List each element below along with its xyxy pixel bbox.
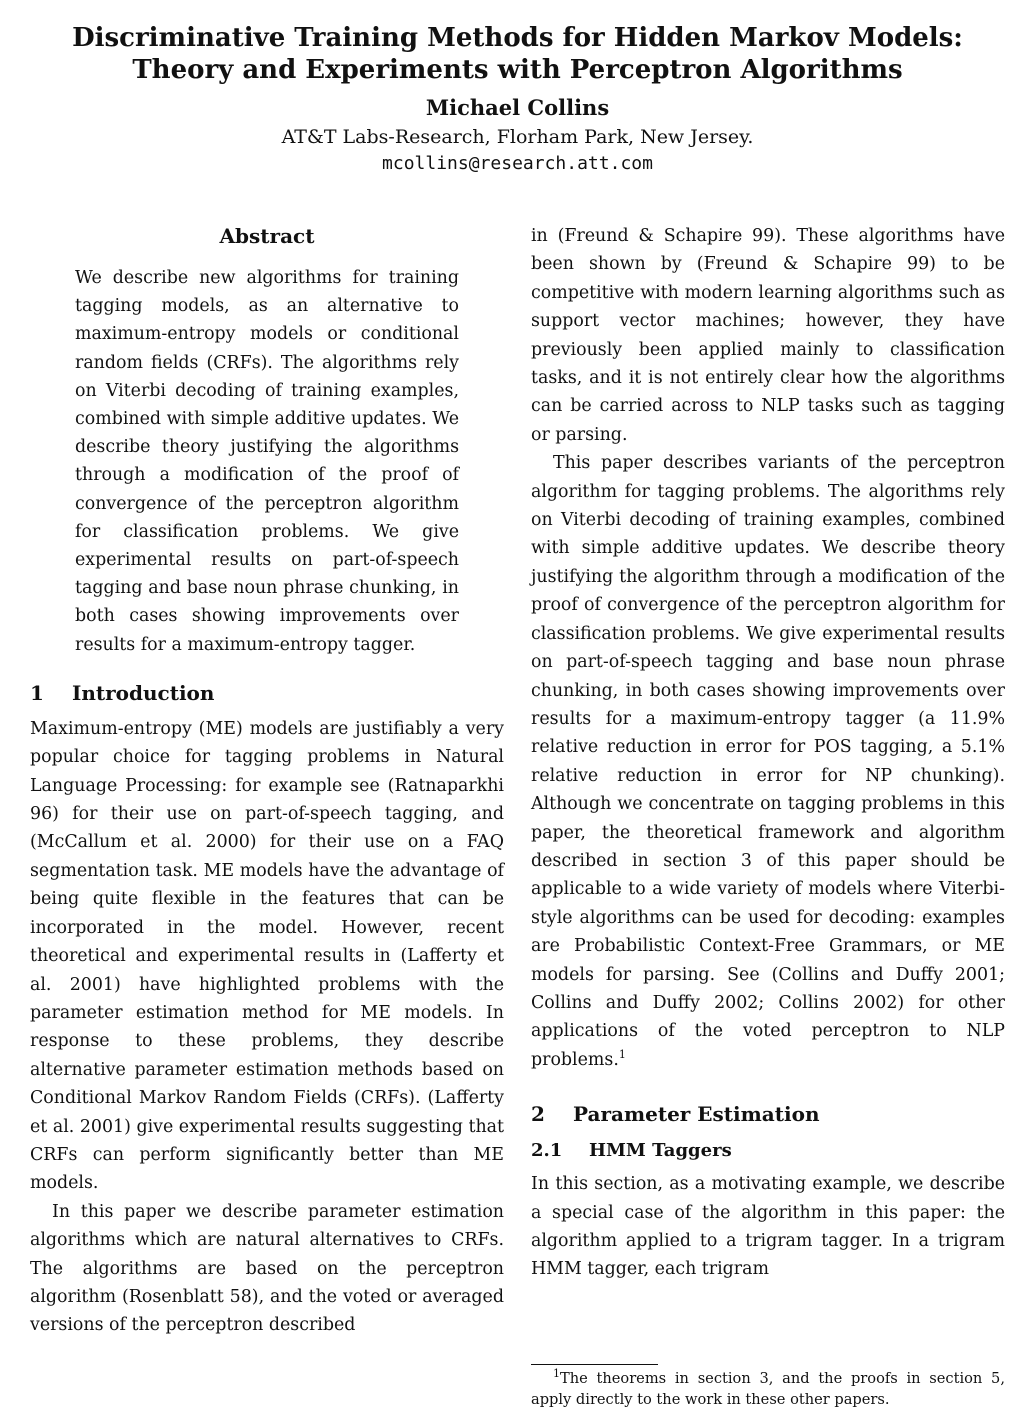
footnote-text-block bbox=[531, 1368, 1005, 1410]
intro-paragraph-3 bbox=[531, 449, 1005, 1074]
author-email: mcollins@research.att.com bbox=[382, 153, 653, 174]
subsection-2-1-heading bbox=[531, 1138, 1005, 1164]
section-1-number: 1 bbox=[30, 680, 44, 705]
title-line-1: Discriminative Training Methods for Hidden Markov Models: bbox=[72, 23, 963, 53]
subsection-2-1-title: HMM Taggers bbox=[589, 1140, 732, 1162]
footnote-mark: 1 bbox=[618, 1047, 626, 1061]
section-2-title: Parameter Estimation bbox=[573, 1102, 820, 1127]
intro-paragraph-2: In this paper we describe parameter estimation algorithms which are natural alternatives to CRFs. The algorithms are based on the perceptron algorithm (Rosenblatt 58), and the voted or averaged versions of the perceptron described bbox=[30, 1201, 504, 1336]
section-1-heading bbox=[30, 679, 504, 707]
subsection-2-1-number: 2.1 bbox=[531, 1140, 563, 1162]
intro-paragraph-2-continued: in (Freund & Schapire 99). These algorithms have been shown by (Freund & Schapire 99) to be competitive with modern learning algorithms such as support vector machines; however, they have previously been applied mainly to classification tasks, and it is not entirely clear how the algorithms can be carried across to NLP tasks such as tagging or parsing. bbox=[531, 226, 1005, 445]
title-line-2: Theory and Experiments with Perceptron Algorithms bbox=[132, 55, 903, 85]
paper-header bbox=[0, 22, 1035, 176]
left-column bbox=[30, 222, 504, 1340]
paper-title bbox=[0, 22, 1035, 86]
author-name: Michael Collins bbox=[425, 95, 610, 120]
abstract-block bbox=[75, 264, 459, 659]
section-2-number: 2 bbox=[531, 1102, 545, 1127]
abstract-heading: Abstract bbox=[219, 224, 315, 248]
footnote-number: 1 bbox=[553, 1367, 560, 1381]
hmm-taggers-paragraph: In this section, as a motivating example, we describe a special case of the algorithm in this paper: the algorithm applied to a trigram tagger. In a trigram HMM tagger, each trigram bbox=[531, 1174, 1005, 1280]
section-2-heading bbox=[531, 1100, 1005, 1128]
intro-paragraph-3-text: This paper describes variants of the perceptron algorithm for tagging problems. The algorithms rely on Viterbi decoding of training examples, combined with simple additive updates. We describe theory justifying the algorithm through a modification of the proof of convergence of the perceptron algorithm for classification problems. We give experimental results on part-of-speech tagging and base noun phrase chunking, in both cases showing improvements over results for a maximum-entropy tagger (a 11.9% relative reduction in error for POS tagging, a 5.1% relative reduction in error for NP chunking). Although we concentrate on tagging problems in this paper, the theoretical framework and algorithm described in section 3 of this paper should be applicable to a wide variety of models where Viterbi-style algorithms can be used for decoding: examples are Probabilistic Context-Free Grammars, or ME models for parsing. See (Collins and Duffy 2001; Collins and Duffy 2002; Collins 2002) for other applications of the voted perceptron to NLP problems. bbox=[531, 453, 1005, 1070]
footnote bbox=[531, 1368, 1005, 1410]
section-1-title: Introduction bbox=[72, 680, 215, 705]
abstract-text: We describe new algorithms for training tagging models, as an alternative to maximum-entropy models or conditional random fields (CRFs). The algorithms rely on Viterbi decoding of training examples, combined with simple additive updates. We describe theory justifying the algorithms through a modification of the proof of convergence of the perceptron algorithm for classification problems. We give experimental results on part-of-speech tagging and base noun phrase chunking, in both cases showing improvements over results for a maximum-entropy tagger. bbox=[75, 268, 459, 655]
author-affiliation: AT&T Labs-Research, Florham Park, New Jersey. bbox=[281, 126, 754, 148]
footnote-divider bbox=[531, 1364, 658, 1365]
footnote-text: The theorems in section 3, and the proofs in section 5, apply directly to the work in these other papers. bbox=[531, 1370, 1005, 1408]
right-column bbox=[531, 222, 1005, 1284]
intro-paragraph-1: Maximum-entropy (ME) models are justifiably a very popular choice for tagging problems in Natural Language Processing: for example see (Ratnaparkhi 96) for their use on part-of-speech tagging, and (McCallum et al. 2000) for their use on a FAQ segmentation task. ME models have the advantage of being quite flexible in the features that can be incorporated in the model. However, recent theoretical and experimental results in (Lafferty et al. 2001) have highlighted problems with the parameter estimation method for ME models. In response to these problems, they describe alternative parameter estimation methods based on Conditional Markov Random Fields (CRFs). (Lafferty et al. 2001) give experimental results suggesting that CRFs can perform significantly better than ME models. bbox=[30, 718, 504, 1194]
